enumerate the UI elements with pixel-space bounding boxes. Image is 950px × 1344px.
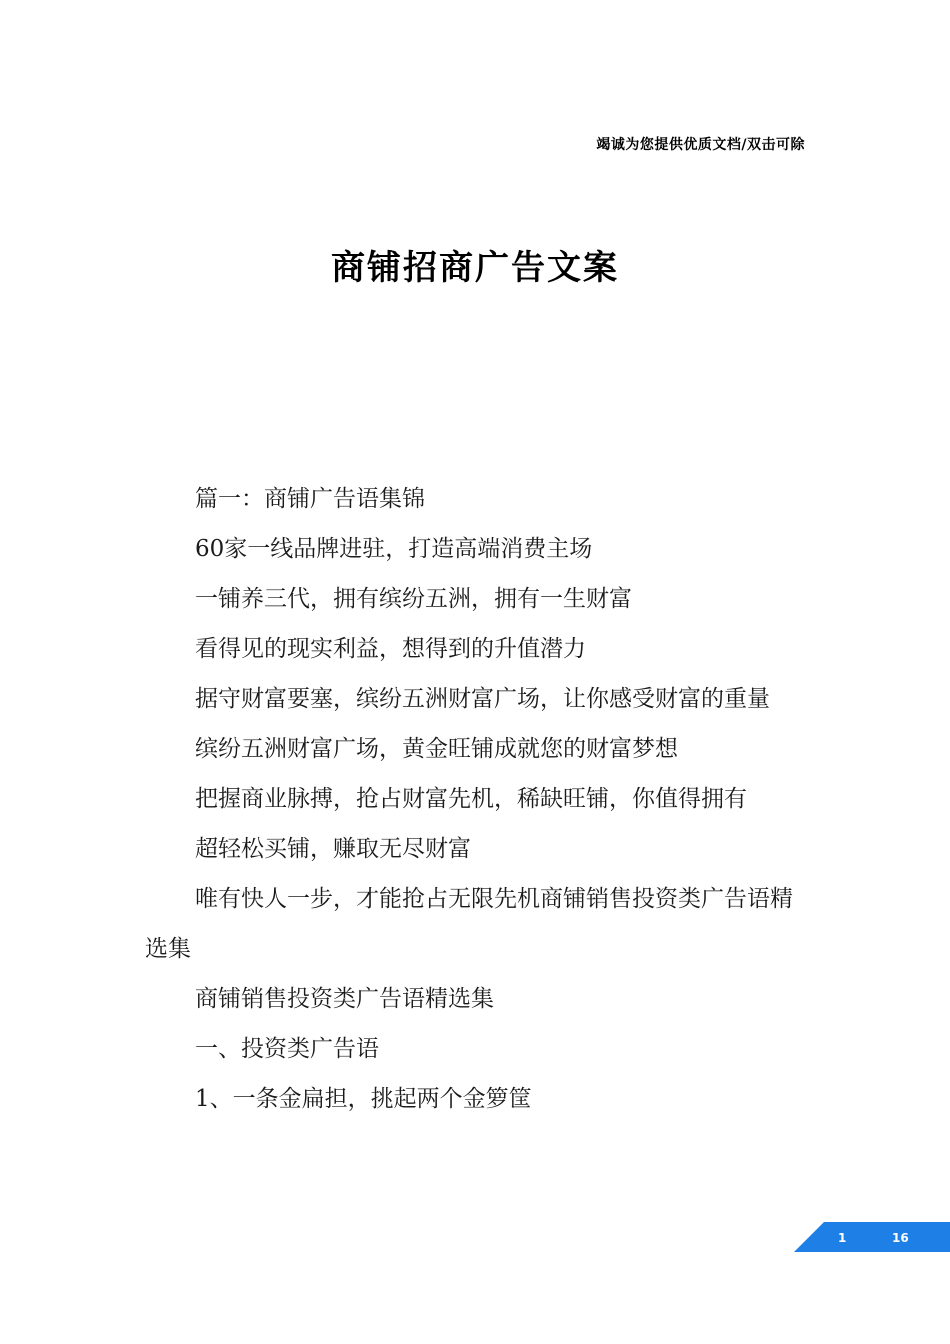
- paragraph: 一、投资类广告语: [195, 1036, 379, 1062]
- paragraph: 60家一线品牌进驻，打造高端消费主场: [195, 536, 593, 562]
- document-title: 商铺招商广告文案: [331, 248, 619, 288]
- current-page-number: 1: [838, 1231, 847, 1245]
- page-indicator-tab: [794, 1222, 950, 1252]
- paragraph: 把握商业脉搏，抢占财富先机，稀缺旺铺，你值得拥有: [195, 786, 747, 812]
- header-note: 竭诚为您提供优质文档/双击可除: [596, 137, 805, 153]
- document-body: [145, 474, 810, 1124]
- paragraph: 唯有快人一步，才能抢占无限先机商铺销售投资类广告语精选集: [145, 886, 793, 962]
- total-pages-number: 16: [892, 1231, 909, 1245]
- paragraph: 缤纷五洲财富广场，黄金旺铺成就您的财富梦想: [195, 736, 678, 762]
- paragraph: 据守财富要塞，缤纷五洲财富广场，让你感受财富的重量: [195, 686, 770, 712]
- paragraph: 商铺销售投资类广告语精选集: [195, 986, 494, 1012]
- paragraph: 一铺养三代，拥有缤纷五洲，拥有一生财富: [195, 586, 632, 612]
- paragraph: 看得见的现实利益，想得到的升值潜力: [195, 636, 586, 662]
- paragraph: 超轻松买铺，赚取无尽财富: [195, 836, 471, 862]
- paragraph: 篇一：商铺广告语集锦: [195, 486, 425, 512]
- paragraph: 1、一条金扁担，挑起两个金箩筐: [195, 1086, 532, 1112]
